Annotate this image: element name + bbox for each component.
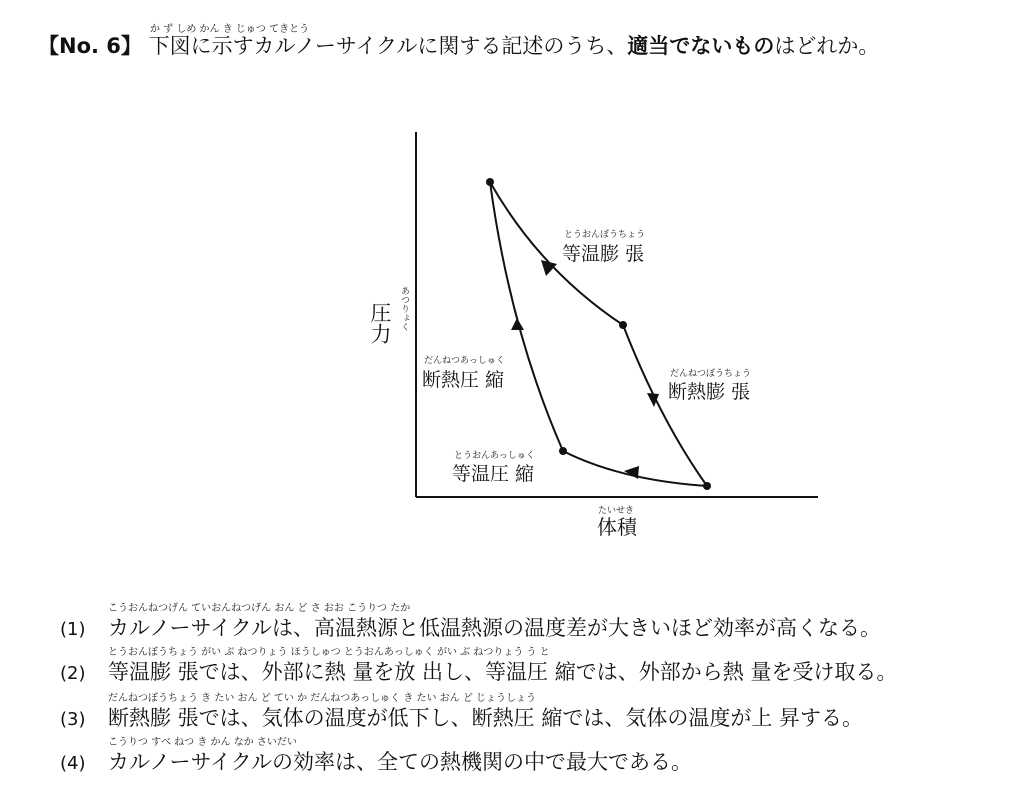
choice-1-ruby: こうおんねつげん ていおんねつげん おん ど さ おお こうりつ たか <box>108 603 411 614</box>
x-axis-label-ruby: たいせき <box>598 506 635 516</box>
choice-2-text: 等温膨 張では、外部に熱 量を放 出し、等温圧 縮では、外部から熱 量を受け取る。 <box>108 660 898 684</box>
adiabatic-compression-label: 断熱圧 縮 <box>422 369 505 391</box>
y-axis-label-ruby: あつりょく <box>399 286 409 331</box>
choice-3-ruby: だんねつぼうちょう き たい おん ど てい か だんねつあっしゅく き たい おん ど じょうしょう <box>108 693 537 704</box>
carnot-pv-diagram <box>360 120 840 560</box>
choice-1 <box>60 603 1000 642</box>
adiabatic-expansion-curve <box>623 325 707 486</box>
choice-3-text: 断熱膨 張では、気体の温度が低下し、断熱圧 縮では、気体の温度が上 昇する。 <box>108 706 864 730</box>
choice-1-number: (1) <box>60 619 86 640</box>
adiabatic-compression-curve <box>490 182 563 451</box>
pv-diagram-svg <box>360 120 840 560</box>
arrow-adiabatic-compression <box>511 318 524 330</box>
choice-2-number: (2) <box>60 663 86 684</box>
choice-4-text: カルノーサイクルの効率は、全ての熱機関の中で最大である。 <box>108 750 693 774</box>
state-point-4 <box>559 447 567 455</box>
adiabatic-expansion-ruby: だんねつぼうちょう <box>670 369 752 379</box>
state-point-1 <box>486 178 494 186</box>
question-ruby: か ず しめ かん き じゅつ てきとう <box>150 24 310 35</box>
question-title <box>38 36 998 57</box>
choice-3 <box>60 693 1000 732</box>
choice-2-ruby: とうおんぼうちょう がい ぶ ねつりょう ほうしゅつ とうおんあっしゅく がい ぶ ねつりょう う と <box>108 647 550 658</box>
state-point-2 <box>619 321 627 329</box>
question-number: 【No. 6】 <box>38 34 142 58</box>
adiabatic-compression-ruby: だんねつあっしゅく <box>424 356 505 366</box>
choice-4 <box>60 737 1000 776</box>
state-point-3 <box>703 482 711 490</box>
choice-4-number: (4) <box>60 753 86 774</box>
choice-2 <box>60 647 1000 686</box>
choice-3-number: (3) <box>60 709 86 730</box>
adiabatic-expansion-label: 断熱膨 張 <box>668 381 751 403</box>
arrow-isothermal-compression <box>624 466 639 479</box>
choice-1-text: カルノーサイクルは、高温熱源と低温熱源の温度差が大きいほど効率が高くなる。 <box>108 616 882 640</box>
x-axis-label: 体積 <box>597 515 637 539</box>
isothermal-compression-ruby: とうおんあっしゅく <box>454 451 535 461</box>
y-axis-label: 圧力 <box>368 302 392 344</box>
question-text-post: はどれか。 <box>774 34 880 58</box>
isothermal-compression-label: 等温圧 縮 <box>452 463 535 485</box>
arrow-adiabatic-expansion <box>647 393 659 407</box>
question-text-emphasis: 適当でないもの <box>627 34 775 58</box>
isothermal-expansion-ruby: とうおんぼうちょう <box>564 230 646 240</box>
choice-4-ruby: こうりつ すべ ねつ き かん なか さいだい <box>108 737 297 748</box>
isothermal-expansion-label: 等温膨 張 <box>562 243 645 265</box>
question-text-pre: 下図に示すカルノーサイクルに関する記述のうち、 <box>148 34 628 58</box>
